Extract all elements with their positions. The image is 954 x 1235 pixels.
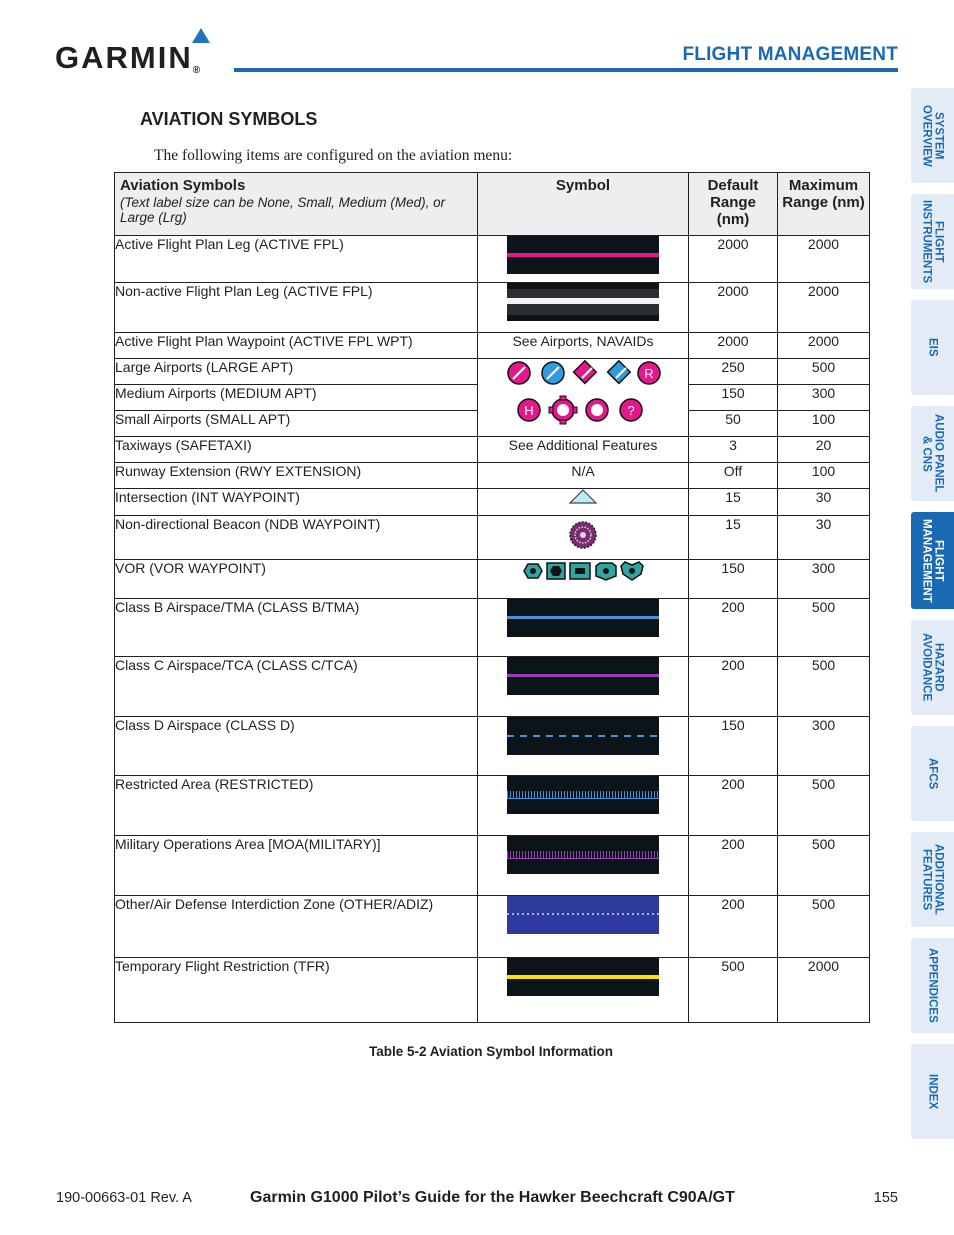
dme-icon [570, 563, 590, 579]
symbol-vor [478, 560, 689, 599]
default-range: 15 [689, 516, 778, 560]
max-range: 2000 [778, 333, 870, 359]
table-row [115, 463, 870, 489]
symbol-class-d [478, 717, 689, 776]
max-range: 100 [778, 463, 870, 489]
airport-icon-r [638, 362, 660, 384]
airport-icon-h-label: H [524, 403, 534, 418]
table-row [115, 717, 870, 776]
symbol-moa [478, 836, 689, 896]
symbol-text: See Airports, NAVAIDs [478, 333, 689, 359]
airport-icon-r-label: R [644, 366, 654, 381]
vortac-icon [596, 563, 616, 580]
tab-flight-instruments[interactable] [911, 194, 954, 289]
max-range: 2000 [778, 958, 870, 1023]
table-row [115, 516, 870, 560]
class-d-dashed-line [507, 735, 659, 737]
aviation-symbol-table [114, 172, 870, 1023]
max-range: 500 [778, 776, 870, 836]
max-range: 500 [778, 896, 870, 958]
tab-label: AFCS [926, 757, 939, 790]
table-header-row [115, 173, 870, 236]
vor-icon [524, 564, 542, 578]
max-range: 500 [778, 836, 870, 896]
symbol-text: N/A [478, 463, 689, 489]
page-heading: AVIATION SYMBOLS [140, 109, 318, 129]
col-header-symbol: Symbol [478, 173, 689, 236]
tab-hazard-avoidance[interactable] [911, 620, 954, 715]
tab-index[interactable] [911, 1044, 954, 1139]
row-name: Taxiways (SAFETAXI) [115, 437, 478, 463]
doc-number: 190-00663-01 Rev. A [56, 1190, 192, 1206]
table-row [115, 283, 870, 333]
default-range: 2000 [689, 236, 778, 283]
tab-label: ADDITIONAL FEATURES [920, 844, 945, 915]
tab-label: SYSTEM OVERVIEW [920, 104, 945, 167]
brand-registered-mark: ® [192, 65, 203, 76]
symbol-airports [478, 359, 689, 437]
row-name: VOR (VOR WAYPOINT) [115, 560, 478, 599]
row-name: Restricted Area (RESTRICTED) [115, 776, 478, 836]
default-range: 150 [689, 385, 778, 411]
row-name: Intersection (INT WAYPOINT) [115, 489, 478, 516]
symbol-active-fpl [478, 236, 689, 283]
active-fpl-line-icon [507, 236, 659, 274]
max-range: 500 [778, 599, 870, 657]
restricted-hatched-line-icon [507, 776, 659, 814]
nonactive-fpl-line-icon [507, 283, 659, 321]
table-row [115, 776, 870, 836]
tab-label: APPENDICES [926, 948, 939, 1023]
default-range: 500 [689, 958, 778, 1023]
class-b-line [507, 616, 659, 619]
symbol-intersection [478, 489, 689, 516]
tab-audio-panel-cns[interactable] [911, 406, 954, 501]
nonactive-fpl-line [507, 298, 659, 304]
row-name: Large Airports (LARGE APT) [115, 359, 478, 385]
symbol-class-b [478, 599, 689, 657]
class-d-dashed-line-icon [507, 717, 659, 755]
row-name: Medium Airports (MEDIUM APT) [115, 385, 478, 411]
vor-dme-icon [547, 563, 565, 579]
row-name: Non-directional Beacon (NDB WAYPOINT) [115, 516, 478, 560]
max-range: 2000 [778, 236, 870, 283]
tfr-line-icon [507, 958, 659, 996]
row-name: Temporary Flight Restriction (TFR) [115, 958, 478, 1023]
table-row [115, 489, 870, 516]
symbol-ndb [478, 516, 689, 560]
row-name: Active Flight Plan Leg (ACTIVE FPL) [115, 236, 478, 283]
default-range: 2000 [689, 333, 778, 359]
max-range: 500 [778, 359, 870, 385]
tab-label: HAZARD AVOIDANCE [920, 633, 945, 702]
max-range: 300 [778, 385, 870, 411]
symbol-text: See Additional Features [478, 437, 689, 463]
tfr-line [507, 975, 659, 979]
row-name: Class B Airspace/TMA (CLASS B/TMA) [115, 599, 478, 657]
row-name: Small Airports (SMALL APT) [115, 411, 478, 437]
row-name: Other/Air Defense Interdiction Zone (OTHER/ADIZ) [115, 896, 478, 958]
restricted-hatched-line [507, 791, 659, 799]
adiz-fill-icon [507, 896, 659, 934]
default-range: Off [689, 463, 778, 489]
table-row [115, 236, 870, 283]
max-range: 2000 [778, 283, 870, 333]
moa-hatched-line-icon [507, 836, 659, 874]
max-range: 300 [778, 717, 870, 776]
col-header-maximum: Maximum Range (nm) [778, 173, 870, 236]
symbol-restricted [478, 776, 689, 836]
table-row [115, 836, 870, 896]
airport-icon-h [518, 399, 540, 421]
max-range: 500 [778, 657, 870, 717]
adiz-dotted-line [507, 913, 659, 915]
table-row [115, 333, 870, 359]
max-range: 30 [778, 516, 870, 560]
class-c-line-icon [507, 657, 659, 695]
default-range: 200 [689, 657, 778, 717]
tab-flight-management[interactable] [911, 512, 954, 609]
default-range: 150 [689, 717, 778, 776]
brand-name: GARMIN [55, 40, 193, 75]
default-range: 3 [689, 437, 778, 463]
tab-label: FLIGHT INSTRUMENTS [920, 199, 945, 284]
tacan-icon [621, 562, 643, 580]
tab-label: AUDIO PANEL & CNS [920, 414, 945, 493]
default-range: 150 [689, 560, 778, 599]
ndb-icon [568, 520, 598, 550]
table-row [115, 560, 870, 599]
tab-label: FLIGHT MANAGEMENT [920, 518, 945, 603]
row-name: Class C Airspace/TCA (CLASS C/TCA) [115, 657, 478, 717]
default-range: 15 [689, 489, 778, 516]
tab-eis[interactable] [911, 300, 954, 395]
airport-symbols-icon [503, 359, 663, 427]
class-b-line-icon [507, 599, 659, 637]
default-range: 200 [689, 776, 778, 836]
default-range: 2000 [689, 283, 778, 333]
row-name: Class D Airspace (CLASS D) [115, 717, 478, 776]
garmin-logo [55, 28, 220, 76]
tab-appendices[interactable] [911, 938, 954, 1033]
tab-label: INDEX [926, 1073, 939, 1110]
table-row [115, 958, 870, 1023]
doc-title: Garmin G1000 Pilot’s Guide for the Hawker Beechcraft C90A/GT [250, 1189, 735, 1206]
table-row [115, 657, 870, 717]
nonactive-fpl-gap [507, 283, 659, 289]
tab-afcs[interactable] [911, 726, 954, 821]
airport-icon-blue-diamond [608, 361, 631, 384]
tab-system-overview[interactable] [911, 88, 954, 183]
col-header-default: Default Range (nm) [689, 173, 778, 236]
page-number: 155 [873, 1190, 898, 1206]
max-range: 100 [778, 411, 870, 437]
table-row [115, 599, 870, 657]
symbol-adiz [478, 896, 689, 958]
tab-label: EIS [926, 338, 939, 357]
default-range: 50 [689, 411, 778, 437]
moa-hatched-line [507, 851, 659, 859]
symbol-class-c [478, 657, 689, 717]
airport-icon-question-label: ? [627, 403, 635, 418]
airport-icon-magenta-diamond [574, 361, 597, 384]
row-name: Military Operations Area [MOA(MILITARY)] [115, 836, 478, 896]
section-title: FLIGHT MANAGEMENT [682, 44, 898, 65]
table-caption: Table 5-2 Aviation Symbol Information [368, 1044, 614, 1059]
default-range: 250 [689, 359, 778, 385]
table-row [115, 437, 870, 463]
vor-icons [520, 560, 646, 582]
active-fpl-line [507, 253, 659, 257]
tab-additional-features[interactable] [911, 832, 954, 927]
default-range: 200 [689, 896, 778, 958]
intersection-triangle-icon [568, 489, 598, 505]
max-range: 20 [778, 437, 870, 463]
default-range: 200 [689, 836, 778, 896]
airport-icon-magenta-slash [508, 362, 530, 384]
symbol-nonactive-fpl [478, 283, 689, 333]
airport-icon-magenta-ring-ticks [549, 396, 577, 424]
table-row [115, 359, 870, 385]
col-header-name [115, 173, 478, 236]
intro-text: The following items are configured on the aviation menu: [154, 147, 513, 164]
airport-icon-blue-slash [542, 362, 564, 384]
col-header-name-label: Aviation Symbols [120, 177, 246, 194]
max-range: 300 [778, 560, 870, 599]
row-name: Runway Extension (RWY EXTENSION) [115, 463, 478, 489]
col-header-name-note: (Text label size can be None, Small, Medium (Med), or Large (Lrg) [120, 195, 446, 225]
nonactive-fpl-gap [507, 315, 659, 321]
header-rule [234, 68, 898, 72]
airport-icon-magenta-ring [586, 399, 608, 421]
table-row [115, 896, 870, 958]
airport-icon-question [620, 399, 642, 421]
default-range: 200 [689, 599, 778, 657]
class-c-line [507, 674, 659, 677]
max-range: 30 [778, 489, 870, 516]
row-name: Active Flight Plan Waypoint (ACTIVE FPL WPT) [115, 333, 478, 359]
row-name: Non-active Flight Plan Leg (ACTIVE FPL) [115, 283, 478, 333]
symbol-tfr [478, 958, 689, 1023]
